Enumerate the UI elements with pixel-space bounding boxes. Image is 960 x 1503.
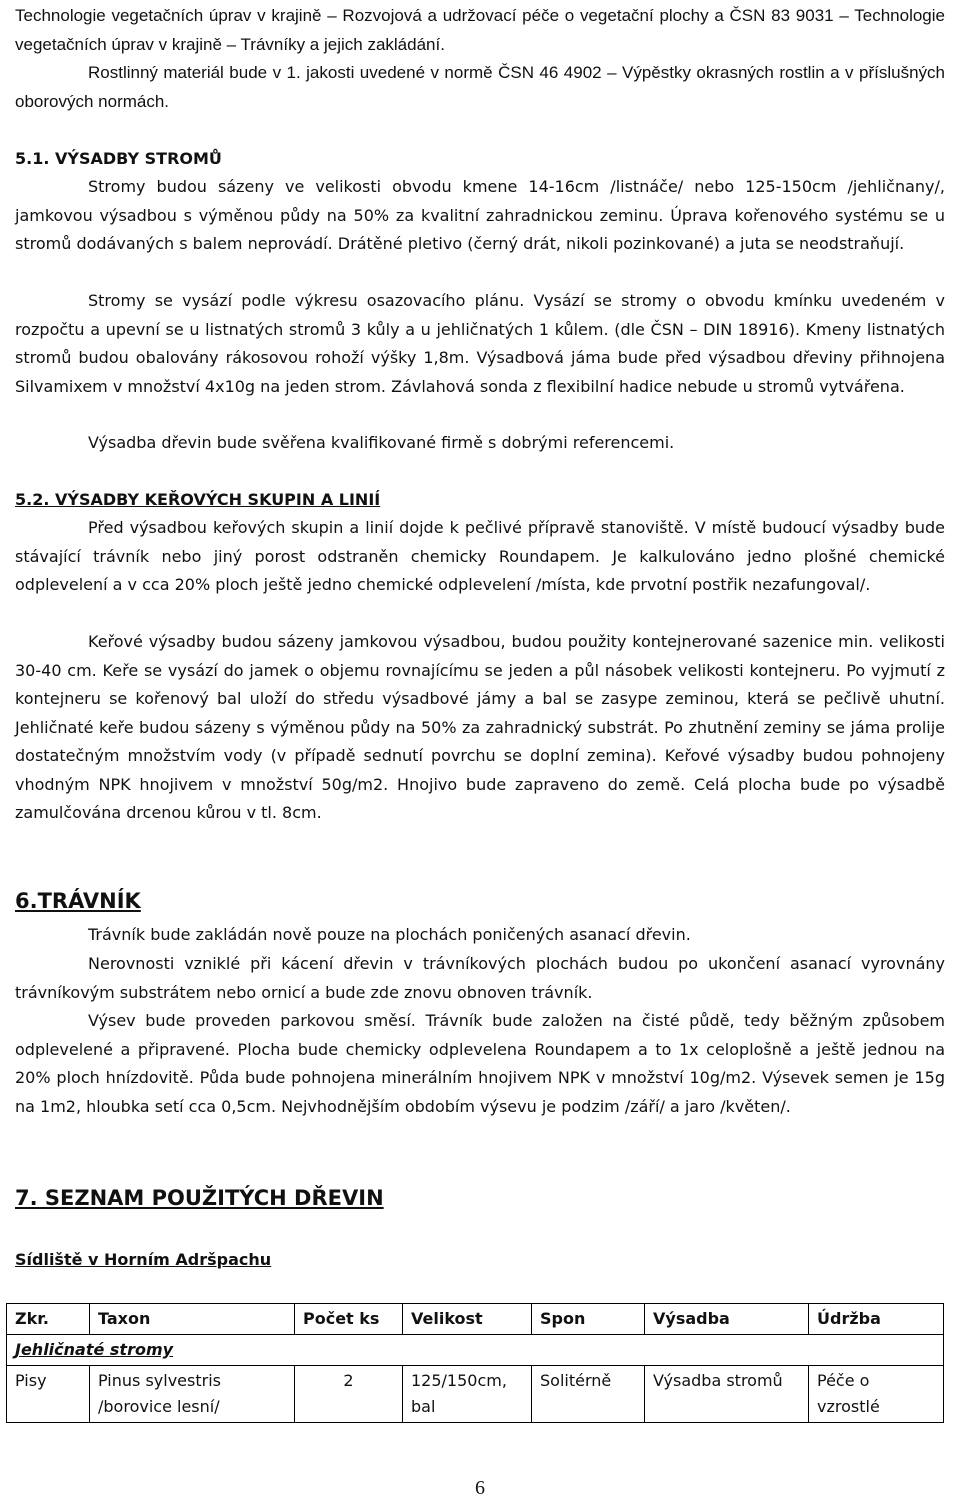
section-5-1-paragraph-3: Výsadba dřevin bude svěřena kvalifikované firmě s dobrými referencemi. [88, 433, 675, 452]
table-header-row [7, 1304, 944, 1335]
section-6-heading: 6.TRÁVNÍK [15, 889, 141, 913]
section-7-heading: 7. SEZNAM POUŽITÝCH DŘEVIN [15, 1186, 384, 1210]
section-5-1-paragraph-2: Stromy se vysází podle výkresu osazovacího plánu. Vysází se stromy o obvodu kmínku uvedeném v rozpočtu a upevní se u listnatých stromů 3 kůly a u jehličnatých 1 kůlem. (dle ČSN – DIN 18916). Kmeny listnatých stromů budou obalovány rákosovou rohoží výšky 1,8m. Výsadbová jáma bude před výsadbou dřeviny přihnojena Silvamixem v množství 4x10g na jeden strom. Závlahová sonda z flexibilní hadice nebude u stromů vytvářena. [15, 291, 945, 396]
table-category-row [7, 1335, 944, 1366]
section-7-subheading: Sídliště v Horním Adršpachu [15, 1250, 272, 1269]
cell-zkr: Pisy [7, 1366, 90, 1423]
table-header-cell: Počet ks [295, 1304, 403, 1335]
section-6-paragraph-3: Výsev bude proveden parkovou směsí. Trávník bude založen na čisté půdě, tedy běžným způsobem odplevelené a připravené. Plocha bude chemicky odplevelena Roundapem a to 1x celoplošně a ještě jednou na 20% ploch hnízdovitě. Půda bude pohnojena minerálním hnojivem NPK v množství 10g/m2. Výsevek semen je 15g na 1m2, hloubka setí cca 0,5cm. Nejvhodnějším obdobím výsevu je podzim /září/ a jaro /květen/. [15, 1011, 945, 1116]
section-5-2-paragraph-2: Keřové výsadby budou sázeny jamkovou výsadbou, budou použity kontejnerované sazenice min. velikosti 30-40 cm. Keře se vysází do jamek o objemu rovnajícímu se jeden a půl násobek velikosti kontejneru. Po vyjmutí z kontejneru se kořenový bal uloží do středu výsadbové jámy a bal se zasype zeminou, která se pečlivě uhutní. Jehličnaté keře budou sázeny s výměnou půdy na 50% za zahradnický substrát. Po zhutnění zeminy se jáma prolije dostatečným množstvím vody (v případě sednutí povrchu se doplní zemina). Keřové výsadby budou pohnojeny vhodným NPK hnojivem v množství 50g/m2. Hnojivo bude zapraveno do země. Celá plocha bude po výsadbě zamulčována drcenou kůrou v tl. 8cm. [15, 632, 945, 822]
section-6-paragraph-1: Trávník bude zakládán nově pouze na plochách poničených asanací dřevin. [88, 925, 691, 944]
cell-velikost: 125/150cm, bal [403, 1366, 532, 1423]
page-number: 6 [475, 1477, 485, 1499]
section-5-1-heading: 5.1. VÝSADBY STROMŮ [15, 149, 222, 168]
section-5-2-heading: 5.2. VÝSADBY KEŘOVÝCH SKUPIN A LINIÍ [15, 490, 381, 509]
intro-paragraph-1: Technologie vegetačních úprav v krajině – Rozvojová a udržovací péče o vegetační plochy a ČSN 83 9031 – Technologie vegetačních úprav v krajině – Trávníky a jejich zakládání. [15, 6, 945, 54]
plant-list-table [6, 1303, 944, 1423]
table-header-cell: Výsadba [645, 1304, 809, 1335]
section-6-paragraph-2: Nerovnosti vzniklé při kácení dřevin v trávníkových plochách budou po ukončení asanací vyrovnány trávníkovým substrátem nebo ornicí a bude zde znovu obnoven trávník. [15, 954, 945, 1002]
table-row [7, 1366, 944, 1423]
cell-vysadba: Výsadba stromů [645, 1366, 809, 1423]
cell-udrzba: Péče o vzrostlé [809, 1366, 944, 1423]
section-5-2-paragraph-1: Před výsadbou keřových skupin a linií dojde k pečlivé přípravě stanoviště. V místě budoucí výsadby bude stávající trávník nebo jiný porost odstraněn chemicky Roundapem. Je kalkulováno jedno plošné chemické odplevelení a v cca 20% ploch ještě jedno chemické odplevelení /místa, kde prvotní postřik nezafungoval/. [15, 518, 945, 594]
cell-spon: Solitérně [532, 1366, 645, 1423]
table-header-cell: Zkr. [7, 1304, 90, 1335]
section-5-1-paragraph-1: Stromy budou sázeny ve velikosti obvodu kmene 14-16cm /listnáče/ nebo 125-150cm /jehličnany/, jamkovou výsadbou s výměnou půdy na 50% za kvalitní zahradnickou zeminu. Úprava kořenového systému se u stromů dodávaných s balem neprovádí. Drátěné pletivo (černý drát, nikoli pozinkované) a juta se neodstraňují. [15, 177, 945, 253]
table-header-cell: Spon [532, 1304, 645, 1335]
table-header-cell: Taxon [90, 1304, 295, 1335]
table-header-cell: Údržba [809, 1304, 944, 1335]
cell-taxon: Pinus sylvestris /borovice lesní/ [90, 1366, 295, 1423]
table-header-cell: Velikost [403, 1304, 532, 1335]
cell-pocet: 2 [295, 1366, 403, 1423]
table-category-label: Jehličnaté stromy [7, 1335, 944, 1366]
intro-paragraph-2: Rostlinný materiál bude v 1. jakosti uvedené v normě ČSN 46 4902 – Výpěstky okrasných rostlin a v příslušných oborových normách. [15, 63, 945, 111]
